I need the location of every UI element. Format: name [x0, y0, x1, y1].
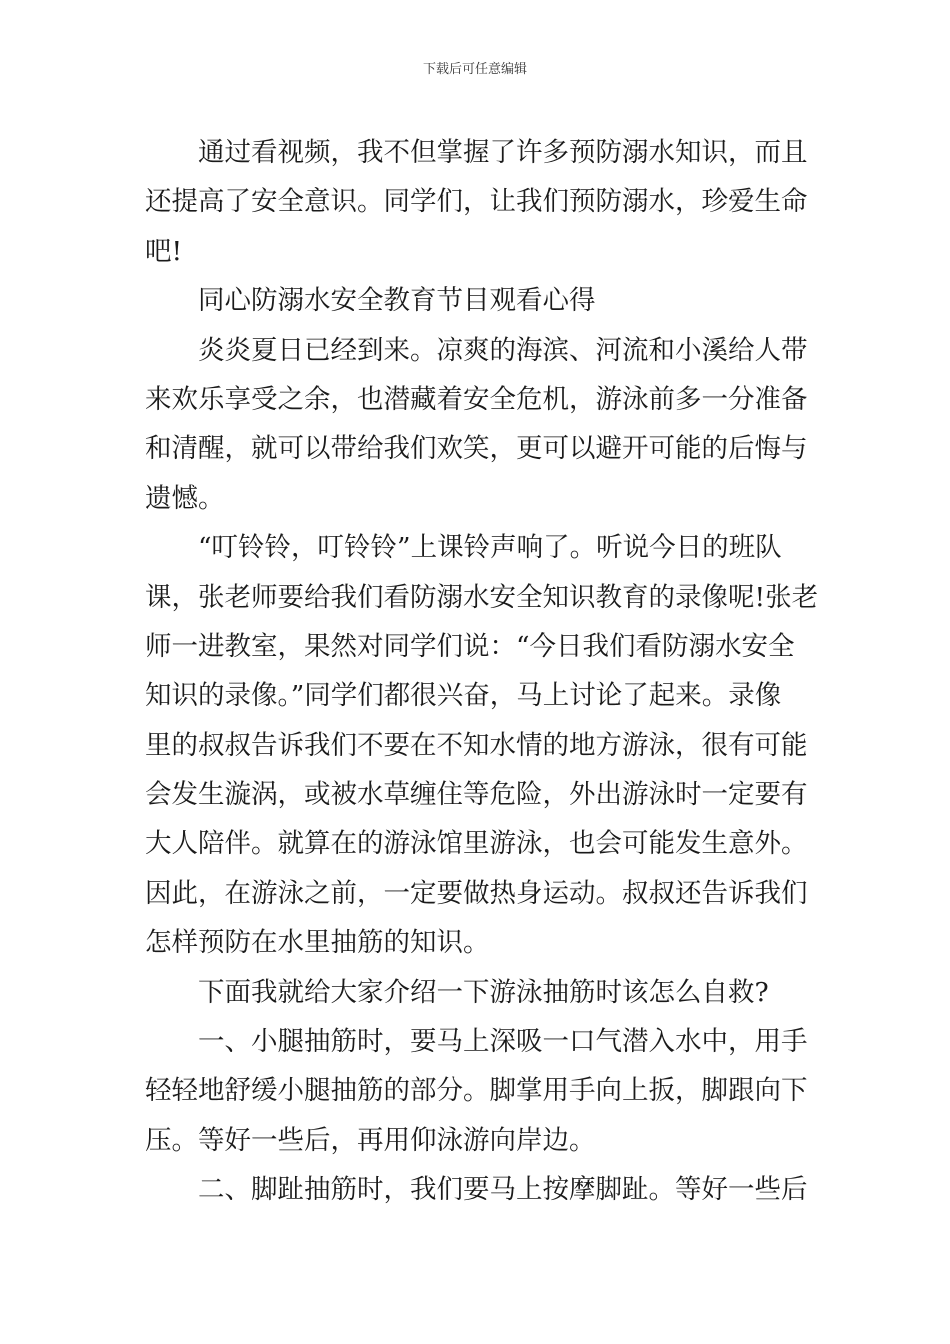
- paragraph: [145, 326, 810, 524]
- page-header: 下载后可任意编辑: [422, 62, 527, 77]
- text-line: 压。等好一些后，再用仰泳游向岸边。: [145, 1124, 596, 1156]
- text-line: 师一进教室，果然对同学们说：“今日我们看防溺水安全: [145, 630, 795, 662]
- text-line: 怎样预防在水里抽筋的知识。: [145, 927, 490, 959]
- text-line: 课，张老师要给我们看防溺水安全知识教育的录像呢!张老: [145, 581, 819, 613]
- text-line: 会发生漩涡，或被水草缠住等危险，外出游泳时一定要有: [145, 779, 808, 811]
- text-line: 和清醒，就可以带给我们欢笑，更可以避开可能的后悔与: [145, 433, 808, 465]
- text-line: 通过看视频，我不但掌握了许多预防溺水知识，而且: [198, 137, 808, 168]
- text-line: 还提高了安全意识。同学们，让我们预防溺水，珍爱生命: [145, 186, 808, 218]
- section-heading: [145, 276, 810, 325]
- text-line: 大人陪伴。就算在的游泳馆里游泳，也会可能发生意外。: [145, 828, 808, 860]
- text-line: 里的叔叔告诉我们不要在不知水情的地方游泳，很有可能: [145, 729, 808, 761]
- paragraph: [145, 968, 810, 1017]
- text-line: “叮铃铃，叮铃铃”上课铃声响了。听说今日的班队: [198, 532, 782, 564]
- text-line: 因此，在游泳之前，一定要做热身运动。叔叔还告诉我们: [145, 877, 808, 909]
- text-line: 遗憾。: [145, 482, 225, 514]
- paragraph: [145, 128, 810, 276]
- text-line: 下面我就给大家介绍一下游泳抽筋时该怎么自救?: [198, 976, 769, 1008]
- paragraph: [145, 523, 819, 968]
- text-line: 来欢乐享受之余，也潜藏着安全危机，游泳前多一分准备: [145, 383, 808, 415]
- document-body: [145, 128, 819, 1215]
- text-line: 吧!: [145, 235, 183, 267]
- text-line: 一、小腿抽筋时，要马上深吸一口气潜入水中，用手: [198, 1026, 808, 1058]
- paragraph: [145, 1017, 810, 1165]
- text-line: 知识的录像。”同学们都很兴奋，马上讨论了起来。录像: [145, 680, 782, 712]
- text-line: 炎炎夏日已经到来。凉爽的海滨、河流和小溪给人带: [198, 334, 808, 366]
- text-line: 轻轻地舒缓小腿抽筋的部分。脚掌用手向上扳，脚跟向下: [145, 1075, 808, 1107]
- paragraph: [145, 1165, 810, 1214]
- text-line: 二、脚趾抽筋时，我们要马上按摩脚趾。等好一些后: [198, 1174, 808, 1206]
- heading-line: 同心防溺水安全教育节目观看心得: [198, 285, 596, 317]
